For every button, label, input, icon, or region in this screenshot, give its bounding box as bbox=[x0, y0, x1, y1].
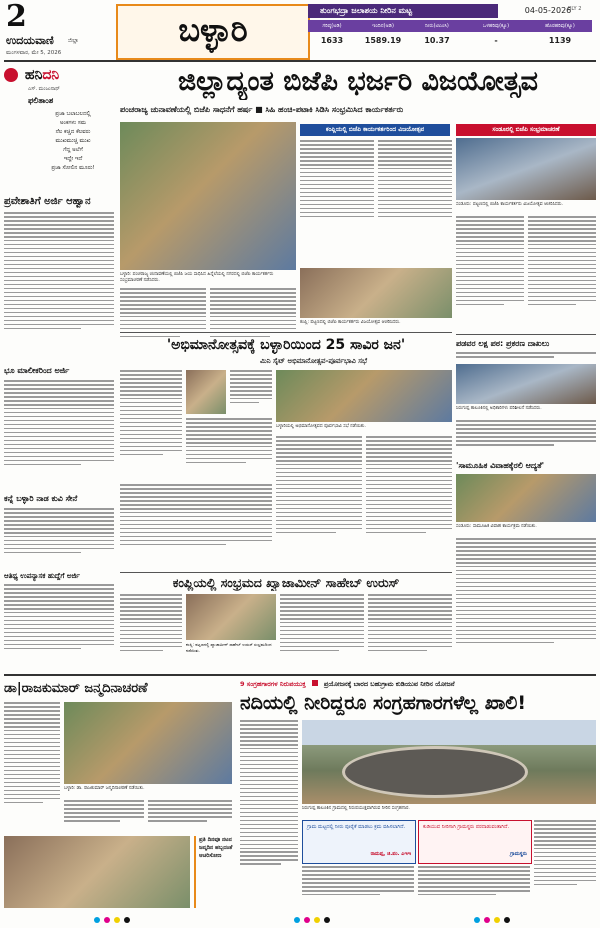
left-story2-body bbox=[4, 380, 114, 490]
rajkumar-photo-2 bbox=[4, 836, 190, 908]
left-story3-body bbox=[4, 508, 114, 568]
ballari-25k-body-3 bbox=[230, 370, 272, 416]
dam-level-box bbox=[308, 4, 592, 58]
hani-logo-b: ದನಿ bbox=[42, 67, 60, 83]
paper-name: ಉದಯವಾಣಿ bbox=[6, 34, 54, 47]
dam-box-header-row bbox=[308, 20, 592, 32]
poem-line: ನೆಲ ಕಚ್ಚಿದ ಕೆಲವರು bbox=[55, 129, 91, 135]
water-headline: ನದಿಯಲ್ಲಿ ನೀರಿದ್ದರೂ ಸಂಗ್ರಹಗಾರಗಳೆಲ್ಲ ಖಾಲಿ! bbox=[240, 692, 527, 714]
ballari-25k-rule bbox=[120, 332, 452, 333]
water-body-3 bbox=[418, 866, 530, 910]
dam-header-3: ಒಳಹರಿವು(ಕ್ಯೂ) bbox=[482, 23, 510, 29]
reg-mark-7 bbox=[314, 917, 320, 923]
hani-poem-title: ಫಲಿತಾಂಶ bbox=[28, 96, 54, 105]
water-photo bbox=[302, 720, 596, 804]
hani-logo-a: ಹನಿ bbox=[24, 67, 43, 83]
padavar-photo bbox=[456, 364, 596, 404]
poem-line: ಇದ್ದೇ ಇದೆ bbox=[63, 156, 83, 162]
rajkumar-photo bbox=[64, 702, 232, 784]
water-kicker-2: ಪ್ರಯೋಜನಕ್ಕೆ ಬಾರದ ಬಹುಗ್ರಾಮ ಕುಡಿಯುವ ನೀರಿನ ಯೋಜನೆ bbox=[323, 680, 455, 688]
reg-mark-5 bbox=[294, 917, 300, 923]
reg-mark-4 bbox=[124, 917, 130, 923]
sandur-body-2 bbox=[528, 216, 596, 328]
sandur-bar: ಸಂಡೂರಲ್ಲಿ ಬಿಜೆಪಿ ಸಂಭ್ರಮಾಚರಣೆ bbox=[456, 124, 596, 136]
ballari-25k-body-4 bbox=[276, 436, 362, 570]
kampli-caption: ಕಂಪ್ಲಿ: ಪಟ್ಟಣದಲ್ಲಿ ಬಿಜೆಪಿ ಕಾರ್ಯಕರ್ತರು ವಿಜಯೋತ್ಸವ ಆಚರಿಸಿದರು. bbox=[300, 320, 401, 325]
main-headline: ಜಿಲ್ಲಾದ್ಯಂತ ಬಿಜೆಪಿ ಭರ್ಜರಿ ವಿಜಯೋತ್ಸವ bbox=[177, 66, 538, 97]
padavar-body bbox=[456, 352, 596, 364]
hani-poem bbox=[34, 110, 112, 173]
corner-code: BLY 2 bbox=[568, 6, 582, 12]
kampli-subbar: ಕಂಪ್ಲಿಯಲ್ಲಿ ಬಿಜೆಪಿ ಕಾರ್ಯಕರ್ತರಿಂದ ವಿಜಯೋತ್ಸವ bbox=[300, 124, 450, 136]
poem-line: ಪ್ರಜಾ ಬಲಾಬಲದಲ್ಲಿ bbox=[55, 111, 91, 117]
dam-box-date: 04-05-2026 bbox=[524, 6, 572, 15]
water-caption: ಸಿರುಗುಪ್ಪ ತಾಲೂಕಿನ ಗ್ರಾಮದಲ್ಲಿ ನಿರುಪಯುಕ್ತವಾಗಿರುವ ನೀರಿನ ಸಂಗ್ರಹಗಾರ. bbox=[302, 806, 410, 811]
kampli-photo bbox=[300, 268, 452, 318]
water-kicker-sep bbox=[312, 680, 318, 686]
water-kicker-1: 9 ಸಂಗ್ರಹಗಾರಗಳ ನಿರುಪಯುಕ್ತ bbox=[240, 680, 306, 688]
sandur-body-1 bbox=[456, 216, 524, 328]
ballari-25k-body-1 bbox=[120, 370, 182, 480]
bottom-rule bbox=[4, 674, 596, 676]
sandur-caption: ಸಂಡೂರು: ಪಟ್ಟಣದಲ್ಲಿ ಬಿಜೆಪಿ ಕಾರ್ಯಕರ್ತರು ವಿಜಯೋತ್ಸವ ಆಚರಿಸಿದರು. bbox=[456, 202, 564, 207]
poem-line: ಗೆದ್ದ ಅಲೆಗೆ bbox=[63, 147, 83, 153]
dam-header-2: ನೀರು(ಟಿಎಂಸಿ) bbox=[425, 23, 449, 29]
samuhika-headline: 'ಸಾಮೂಹಿಕ ವಿವಾಹಕ್ಕೆರಲಿ ಆದ್ಯತೆ' bbox=[456, 461, 545, 470]
samuhika-photo bbox=[456, 474, 596, 522]
reg-mark-12 bbox=[504, 917, 510, 923]
water-info-by-1: ರಾಮಪ್ಪ, ಜಿ.ಪಂ. ಎಇಇ bbox=[370, 851, 411, 857]
rajkumar-caption: ಬಳ್ಳಾರಿ: ಡಾ. ರಾಜಕುಮಾರ್ ಜನ್ಮದಿನಾಚರಣೆ ನಡೆಯಿತು. bbox=[64, 786, 145, 791]
main-subhead: ಪಂಚರಾಜ್ಯ ಚುನಾವಣೆಯಲ್ಲಿ ಬಿಜೆಪಿ ಸಾಧನೆಗೆ ಹರ್ಷ ■ ಸಿಹಿ ಹಂಚಿ-ಪಟಾಕಿ ಸಿಡಿಸಿ ಸಂಭ್ರಮಿಸಿದ ಕಾರ್ಯಕರ್ತರು bbox=[120, 105, 404, 114]
poem-line: ಮುಖಮುಚ್ಚಿ ಮುಖ bbox=[55, 138, 91, 144]
reg-mark-9 bbox=[474, 917, 480, 923]
ballari-25k-body-6 bbox=[120, 484, 272, 568]
edition-label: ಜಿಲ್ಲಾ bbox=[68, 37, 79, 44]
padavar-rule bbox=[456, 334, 596, 335]
poem-line: ಅಂಕಗಳು ಸಮ bbox=[59, 120, 87, 126]
dam-value-2: 10.37 bbox=[424, 36, 450, 45]
dam-value-4: 1139 bbox=[548, 36, 572, 45]
water-body-4 bbox=[534, 820, 596, 910]
rajkumar-body-3 bbox=[148, 800, 232, 830]
ballari-25k-body-2 bbox=[186, 418, 272, 480]
reg-mark-6 bbox=[304, 917, 310, 923]
water-info-text-2: ಕುಡಿಯುವ ನೀರಿಗಾಗಿ ಗ್ರಾಮಸ್ಥರು ಪರದಾಡುವಂತಾಗಿದೆ. bbox=[423, 824, 510, 830]
registration-marks bbox=[0, 914, 600, 926]
water-info-by-2: ಗ್ರಾಮಸ್ಥರು bbox=[510, 851, 527, 857]
water-body-1 bbox=[240, 720, 298, 910]
left-story3-headline: ಕನ್ನೆ ಬಳ್ಳಾರಿ ನಾಡ ಕುವಿ ಸೇನೆ bbox=[4, 494, 78, 503]
urus-caption: ಕಂಪ್ಲಿ: ಪಟ್ಟಣದಲ್ಲಿ ಖ್ವಾಜಾಮೀನ್ ಸಾಹೇಬ್ ಉರುಸ್ ಸಂಭ್ರಮದಿಂದ ನಡೆಯಿತು. bbox=[186, 642, 272, 653]
dam-header-1: ಇಂದಿನ(ಅಡಿ) bbox=[372, 23, 394, 29]
reg-mark-10 bbox=[484, 917, 490, 923]
samuhika-body bbox=[456, 538, 596, 668]
district-title: ಬಳ್ಳಾರಿ bbox=[178, 11, 248, 49]
dam-header-0: ಗರಿಷ್ಠ(ಅಡಿ) bbox=[322, 23, 342, 29]
urus-photo bbox=[186, 594, 276, 640]
left-story4-headline: ಆತಿಥ್ಯ ಉಪನ್ಯಾಸಕ ಹುದ್ದೆಗೆ ಅರ್ಜಿ bbox=[4, 572, 80, 580]
urus-body-3 bbox=[368, 594, 452, 668]
urus-rule bbox=[120, 572, 452, 573]
hani-author: ಎಸ್. ಮಂಜುನಾಥ್ bbox=[28, 86, 60, 92]
left-story1-body bbox=[4, 212, 114, 362]
district-title-box bbox=[116, 4, 310, 60]
left-story2-headline: ಭೂ ಮಾಲೀಕರಿಂದ ಅರ್ಜಿ bbox=[4, 366, 70, 375]
rajkumar-body-2 bbox=[64, 800, 144, 830]
rajkumar-quote: ಪ್ರತಿ ದಿನವೂ ನಟನ ಜನ್ಮದಿನ ಹಬ್ಬದಂತೆ ಆಚರಿಸೋಣ bbox=[194, 836, 236, 908]
poem-line: ಪ್ರಜಾ ಸೋಲಿನ ಮೂರು! bbox=[51, 165, 95, 171]
urus-headline: ಕಂಪ್ಲಿಯಲ್ಲಿ ಸಂಭ್ರಮದ ಖ್ವಾಜಾಮೀನ್ ಸಾಹೇಬ್ ಉರುಸ್ bbox=[172, 575, 400, 590]
main-story-caption: ಬಳ್ಳಾರಿ: ಪಂಚರಾಜ್ಯ ಚುನಾವಣೆಯಲ್ಲಿ ಬಿಜೆಪಿ ಜಯ ಸಾಧಿಸಿದ ಹಿನ್ನೆಲೆಯಲ್ಲಿ ನಗರದಲ್ಲಿ ಬಿಜೆಪಿ ಕಾರ್ಯಕರ್ತರು ಸಂಭ್ರಮಾಚರಣೆ ನಡೆಸಿದರು. bbox=[120, 272, 274, 283]
urus-body-2 bbox=[280, 594, 364, 668]
dam-value-0: 1633 bbox=[320, 36, 344, 45]
water-info-box-2 bbox=[418, 820, 532, 864]
water-info-text-1: ಗ್ರಾಮ ಮಟ್ಟದಲ್ಲಿ ನೀರು ಪೂರೈಕೆ ಮಾಡಲು ಕ್ರಮ ವಹಿಸಲಾಗಿದೆ. bbox=[307, 824, 406, 830]
dam-value-1: 1589.19 bbox=[364, 36, 402, 45]
reg-mark-11 bbox=[494, 917, 500, 923]
ballari-25k-headline: 'ಅಭಿಮಾನೋತ್ಸವಕ್ಕೆ ಬಳ್ಳಾರಿಯಿಂದ 25 ಸಾವಿರ ಜನ' bbox=[166, 337, 406, 353]
ballari-25k-body-5 bbox=[366, 436, 452, 570]
ballari-25k-photo-caption: ಬಳ್ಳಾರಿಯಲ್ಲಿ ಅಭಿಮಾನೋತ್ಸವದ ಪೂರ್ವಭಾವಿ ಸಭೆ ನಡೆಯಿತು. bbox=[276, 424, 366, 429]
reg-mark-8 bbox=[324, 917, 330, 923]
main-lower-body bbox=[210, 292, 296, 332]
water-body-2 bbox=[302, 866, 414, 910]
ballari-25k-portrait bbox=[186, 370, 226, 414]
hani-dani-logo bbox=[4, 66, 114, 84]
dam-box-values-row bbox=[308, 34, 592, 48]
reg-mark-1 bbox=[94, 917, 100, 923]
water-tank-shape bbox=[342, 746, 528, 798]
dam-value-3: - bbox=[494, 36, 498, 45]
reg-mark-2 bbox=[104, 917, 110, 923]
padavar-caption: ಸಿರುಗುಪ್ಪ ತಾಲೂಕಿನಲ್ಲಿ ಅಧಿಕಾರಿಗಳು ಪರಿಶೀಲನೆ ನಡೆಸಿದರು. bbox=[456, 406, 542, 411]
date-line: ಮಂಗಳವಾರ, ಮೇ 5, 2026 bbox=[6, 50, 62, 56]
rajkumar-body-1 bbox=[4, 702, 60, 832]
left-story1-headline: ಪ್ರವೇಶಾತಿಗೆ ಅರ್ಜಿ ಆಹ್ವಾನ bbox=[4, 196, 91, 207]
reg-mark-3 bbox=[114, 917, 120, 923]
padavar-body-2 bbox=[456, 420, 596, 456]
hani-dani-column bbox=[4, 66, 114, 190]
water-kicker bbox=[240, 678, 596, 690]
samuhika-caption: ಸಂಡೂರು: ಸಾಮೂಹಿಕ ವಿವಾಹ ಕಾರ್ಯಕ್ರಮ ನಡೆಯಿತು. bbox=[456, 524, 537, 529]
urus-body-1 bbox=[120, 594, 182, 668]
rajkumar-headline: ಡಾ|ರಾಜಕುಮಾರ್ ಜನ್ಮದಿನಾಚರಣೆ bbox=[4, 681, 148, 696]
padavar-headline: ಪಡವರ ಲಕ್ಷ ಪಠ: ಪ್ರಕರಣ ದಾಖಲು bbox=[456, 339, 550, 348]
ballari-25k-deck: ಮಿನಿ ಸೈಟ್ ಅಭಿಮಾನೋತ್ಸವ-ಪೂರ್ವಭಾವಿ ಸಭೆ bbox=[260, 357, 368, 365]
hani-logo-mark bbox=[4, 68, 18, 82]
water-info-box-1 bbox=[302, 820, 416, 864]
main-story-photo bbox=[120, 122, 296, 270]
page-number: 2 bbox=[6, 0, 27, 34]
dam-header-4: ಹೊರಹರಿವು(ಕ್ಯೂ) bbox=[545, 23, 575, 29]
masthead-rule bbox=[4, 60, 596, 62]
left-story4-body bbox=[4, 584, 114, 672]
sandur-photo bbox=[456, 138, 596, 200]
ballari-25k-photo bbox=[276, 370, 452, 422]
dam-box-title: ತುಂಗಭದ್ರಾ ಜಲಾಶಯ ನೀರಿನ ಮಟ್ಟ bbox=[308, 4, 498, 18]
